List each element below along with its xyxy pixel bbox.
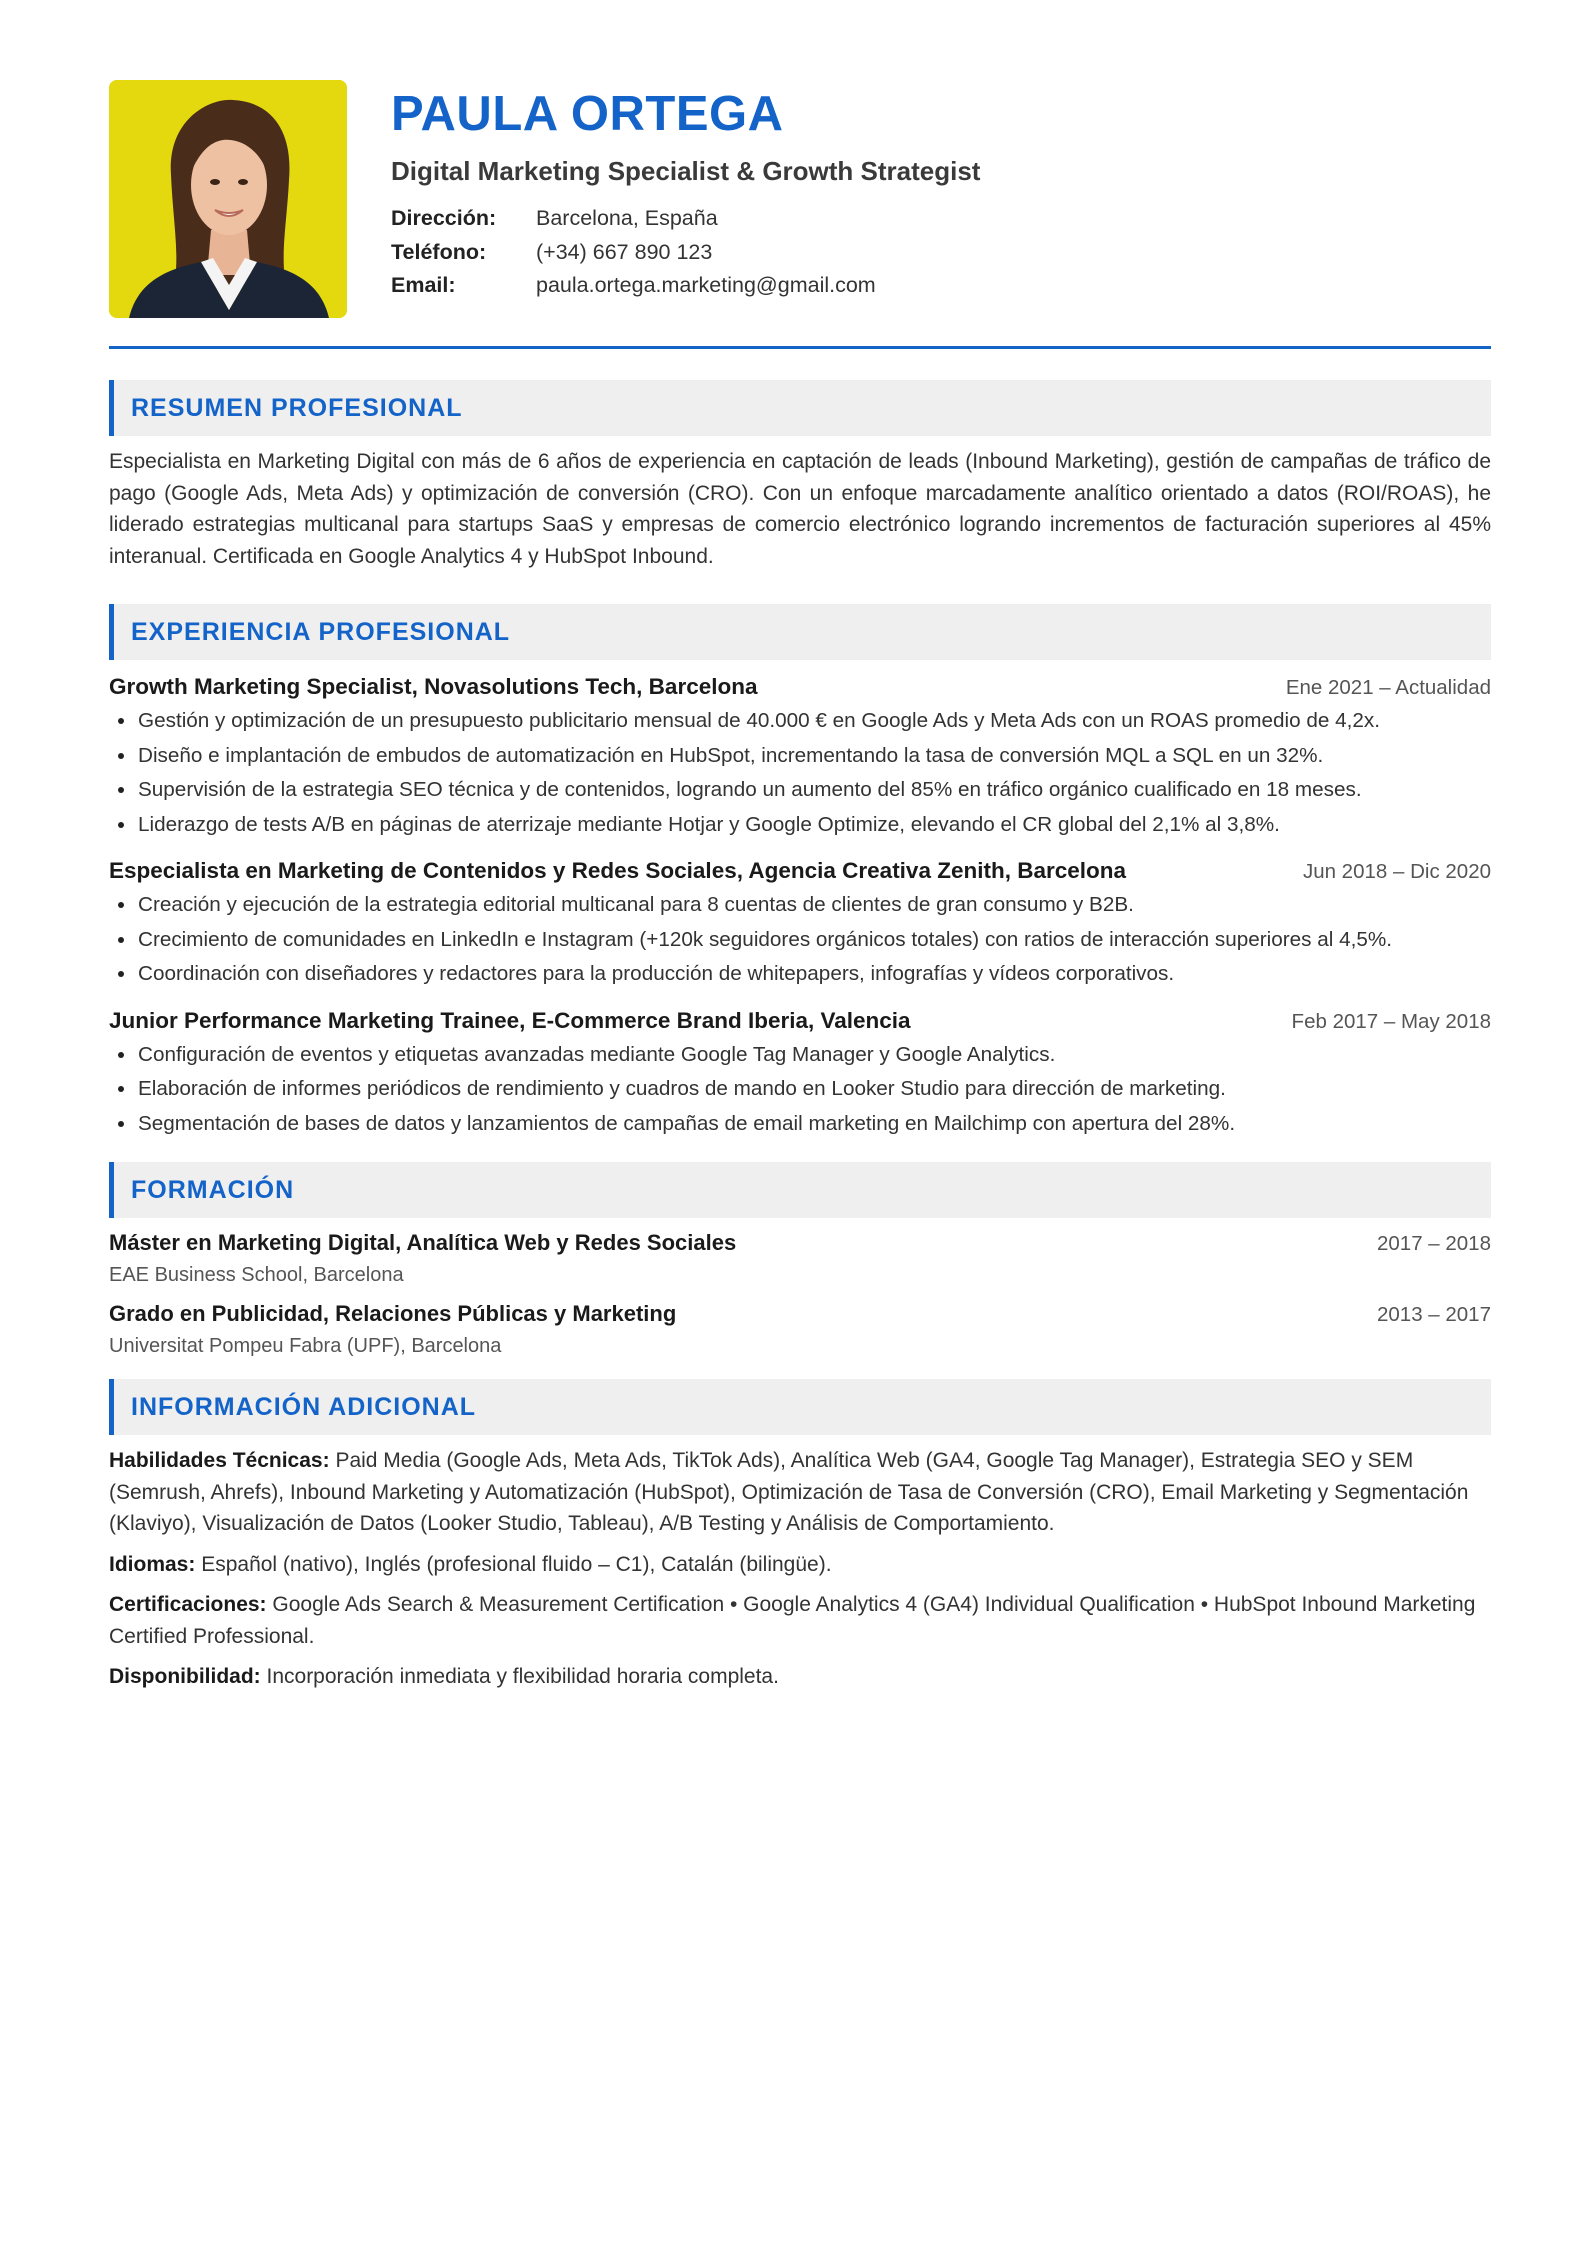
job-bullet: Diseño e implantación de embudos de automatización en HubSpot, incrementando la tasa de conversión MQL a SQL en un 32%. — [138, 739, 1491, 774]
education-entry — [109, 1230, 1491, 1287]
education-header — [109, 1301, 1491, 1327]
section-title: EXPERIENCIA PROFESIONAL — [131, 617, 511, 646]
portrait-image — [109, 80, 347, 318]
job-header — [109, 858, 1491, 884]
job-bullet: Configuración de eventos y etiquetas avanzadas mediante Google Tag Manager y Google Analytics. — [138, 1038, 1491, 1073]
experience-list — [109, 674, 1491, 1141]
header-info — [391, 80, 1491, 303]
contact-phone — [391, 236, 1491, 270]
contact-label: Teléfono: — [391, 239, 487, 264]
school-name: Universitat Pompeu Fabra (UPF), Barcelona — [109, 1335, 502, 1357]
candidate-headline: Digital Marketing Specialist & Growth Strategist — [391, 156, 981, 186]
section-title: FORMACIÓN — [131, 1175, 295, 1204]
contact-value: Barcelona, España — [536, 206, 718, 230]
contact-value: (+34) 667 890 123 — [536, 239, 713, 264]
job-header — [109, 674, 1491, 700]
info-label: Habilidades Técnicas: — [109, 1449, 330, 1472]
resume-header — [109, 80, 1491, 320]
section-header-summary — [109, 380, 1491, 436]
info-text: Incorporación inmediata y flexibilidad horaria completa. — [266, 1665, 779, 1688]
section-title: INFORMACIÓN ADICIONAL — [131, 1392, 477, 1421]
contact-value[interactable]: paula.ortega.marketing@gmail.com — [536, 273, 876, 297]
degree-date: 2013 – 2017 — [1376, 1303, 1491, 1326]
job-entry — [109, 674, 1491, 842]
section-header-additional — [109, 1379, 1491, 1435]
education-entry — [109, 1301, 1491, 1358]
job-bullet: Segmentación de bases de datos y lanzamientos de campañas de email marketing en Mailchimp con apertura del 28%. — [138, 1107, 1491, 1142]
job-bullet: Gestión y optimización de un presupuesto publicitario mensual de 40.000 € en Google Ads y Meta Ads con un ROAS promedio de 4,2x. — [138, 704, 1491, 739]
section-header-experience — [109, 604, 1491, 660]
job-entry — [109, 858, 1491, 992]
info-text: Google Ads Search & Measurement Certification • Google Analytics 4 (GA4) Individual Qualification • HubSpot Inbound Marketing Certified Professional. — [109, 1593, 1476, 1648]
info-availability — [109, 1661, 1491, 1693]
degree-date: 2017 – 2018 — [1376, 1232, 1491, 1255]
degree-title: Grado en Publicidad, Relaciones Públicas y Marketing — [109, 1301, 677, 1326]
info-label: Certificaciones: — [109, 1593, 267, 1616]
job-bullet: Liderazgo de tests A/B en páginas de aterrizaje mediante Hotjar y Google Optimize, elevando el CR global del 2,1% al 3,8%. — [138, 808, 1491, 843]
info-languages — [109, 1549, 1491, 1581]
job-bullets — [109, 1038, 1491, 1142]
job-entry — [109, 1008, 1491, 1142]
education-header — [109, 1230, 1491, 1256]
job-date: Ene 2021 – Actualidad — [1285, 676, 1491, 699]
job-bullet: Supervisión de la estrategia SEO técnica y de contenidos, logrando un aumento del 85% en tráfico orgánico cualificado en 18 meses. — [138, 773, 1491, 808]
profile-photo — [109, 80, 347, 318]
section-header-education — [109, 1162, 1491, 1218]
contact-email — [391, 269, 1491, 303]
job-bullet: Creación y ejecución de la estrategia editorial multicanal para 8 cuentas de clientes de gran consumo y B2B. — [138, 888, 1491, 923]
info-text: Español (nativo), Inglés (profesional fluido – C1), Catalán (bilingüe). — [201, 1552, 832, 1576]
job-bullet: Crecimiento de comunidades en LinkedIn e Instagram (+120k seguidores orgánicos totales) con ratios de interacción superiores al 4,5%. — [138, 923, 1491, 958]
candidate-name: PAULA ORTEGA — [391, 87, 784, 141]
job-header — [109, 1008, 1491, 1034]
info-skills — [109, 1445, 1491, 1540]
info-label: Disponibilidad: — [109, 1665, 261, 1688]
summary-text: Especialista en Marketing Digital con más de 6 años de experiencia en captación de leads (Inbound Marketing), gestión de campañas de tráfico de pago (Google Ads, Meta Ads) y optimización de conversión (CRO). Con un enfoque marcadamente analítico orientado a datos (ROI/ROAS), he liderado estrategias multicanal para startups SaaS y empresas de comercio electrónico logrando incrementos de facturación superiores al 45% interanual. Certificada en Google Analytics 4 y HubSpot Inbound. — [109, 450, 1491, 568]
job-date: Feb 2017 – May 2018 — [1291, 1009, 1491, 1033]
job-bullet: Coordinación con diseñadores y redactores para la producción de whitepapers, infografías y vídeos corporativos. — [138, 957, 1491, 992]
job-bullets — [109, 704, 1491, 842]
contact-label: Dirección: — [391, 206, 497, 230]
job-date: Jun 2018 – Dic 2020 — [1302, 860, 1491, 883]
info-certifications — [109, 1589, 1491, 1652]
resume-body — [109, 380, 1491, 1693]
job-title: Growth Marketing Specialist, Novasolutions Tech, Barcelona — [109, 674, 758, 699]
contact-list — [391, 202, 1491, 303]
contact-address — [391, 202, 1491, 236]
section-spacer — [109, 1141, 1491, 1162]
info-label: Idiomas: — [109, 1552, 196, 1576]
education-list — [109, 1230, 1491, 1358]
school-name: EAE Business School, Barcelona — [109, 1264, 404, 1286]
job-title: Junior Performance Marketing Trainee, E-Commerce Brand Iberia, Valencia — [109, 1007, 911, 1033]
job-title: Especialista en Marketing de Contenidos y Redes Sociales, Agencia Creativa Zenith, Barcelona — [109, 858, 1127, 883]
contact-label: Email: — [391, 273, 456, 297]
header-divider — [109, 346, 1491, 349]
section-title: RESUMEN PROFESIONAL — [131, 393, 463, 422]
degree-title: Máster en Marketing Digital, Analítica Web y Redes Sociales — [109, 1230, 737, 1255]
job-bullets — [109, 888, 1491, 992]
info-text: Paid Media (Google Ads, Meta Ads, TikTok Ads), Analítica Web (GA4, Google Tag Manager), Estrategia SEO y SEM (Semrush, Ahrefs), Inbound Marketing y Automatización (HubSpot), Optimización de Tasa de Conversión (CRO), Email Marketing y Segmentación (Klaviyo), Visualización de Datos (Looker Studio, Tableau), A/B Testing y Análisis de Comportamiento. — [109, 1449, 1469, 1535]
section-spacer — [109, 1358, 1491, 1379]
job-bullet: Elaboración de informes periódicos de rendimiento y cuadros de mando en Looker Studio para dirección de marketing. — [138, 1072, 1491, 1107]
